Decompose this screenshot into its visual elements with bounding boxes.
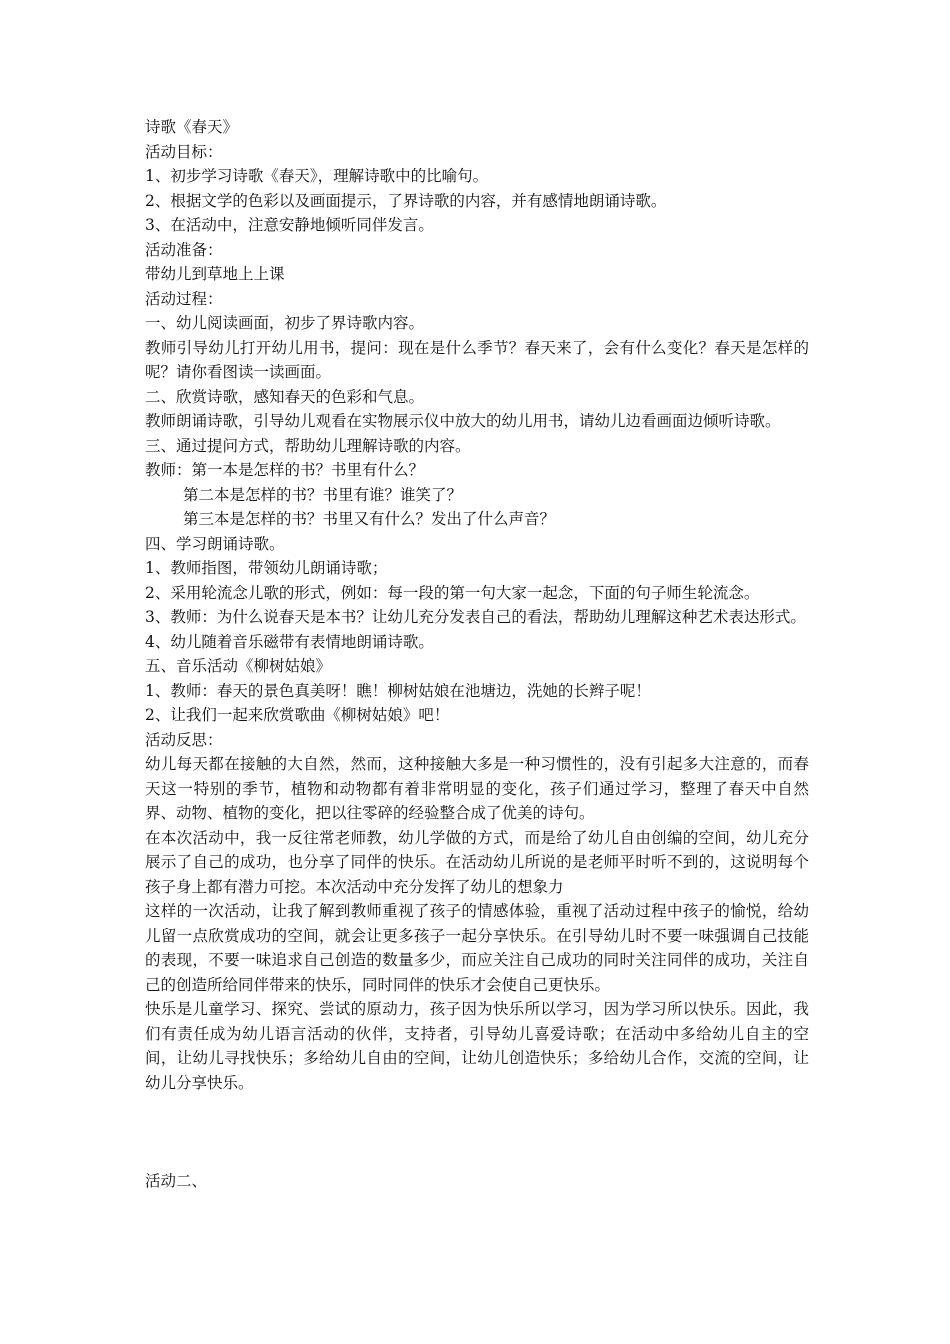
step2-heading: 二、欣赏诗歌，感知春天的色彩和气息。	[145, 387, 425, 406]
step3-heading: 三、通过提问方式，帮助幼儿理解诗歌的内容。	[145, 436, 471, 455]
spacer	[145, 1095, 809, 1144]
goal-item: 3、在活动中，注意安静地倾听同伴发言。	[145, 216, 434, 234]
step3-question: 教师：第一本是怎样的书？书里有什么？	[145, 461, 425, 479]
process-heading: 活动过程：	[145, 289, 223, 308]
reflection-paragraph: 这样的一次活动，让我了解到教师重视了孩子的情感体验，重视了活动过程中孩子的愉悦，给幼儿留一点欣赏成功的空间，就会让更多孩子一起分享快乐。在引导幼儿时不要一味强调自己技能的表现，不要一味追求自己创造的数量多少，而应关注自己成功的同时关注同伴的成功，关注自己的创造所给同伴带来的快乐，同时同伴的快乐才会使自己更快乐。	[145, 902, 809, 994]
step3-question: 第二本是怎样的书？书里有谁？谁笑了？	[183, 485, 463, 504]
step5-heading: 五、音乐活动《柳树姑娘》	[145, 657, 332, 675]
step5-item: 1、教师：春天的景色真美呀！瞧！柳树姑娘在池塘边，洗她的长辫子呢！	[145, 681, 651, 700]
step5-item: 2、让我们一起来欣赏歌曲《柳树姑娘》吧！	[145, 706, 450, 724]
spacer	[145, 1144, 809, 1169]
reflection-paragraph: 幼儿每天都在接触的大自然，然而，这种接触大多是一种习惯性的，没有引起多大注意的，而春天这一特别的季节，植物和动物都有着非常明显的变化，孩子们通过学习，整理了春天中自然界、动物、植物的变化，把以往零碎的经验整合成了优美的诗句。	[145, 755, 809, 822]
step4-item: 4、幼儿随着音乐磁带有表情地朗诵诗歌。	[145, 632, 434, 651]
step2-text: 教师朗诵诗歌，引导幼儿观看在实物展示仪中放大的幼儿用书，请幼儿边看画面边倾听诗歌。	[145, 412, 781, 430]
step4-item: 3、教师：为什么说春天是本书？让幼儿充分发表自己的看法，帮助幼儿理解这种艺术表达形式。	[145, 608, 806, 626]
reflection-paragraph: 快乐是儿童学习、探究、尝试的原动力，孩子因为快乐所以学习，因为学习所以快乐。因此，我们有责任成为幼儿语言活动的伙伴，支持者，引导幼儿喜爱诗歌；在活动中多给幼儿自主的空间，让幼儿寻找快乐；多给幼儿自由的空间，让幼儿创造快乐；多给幼儿合作，交流的空间，让幼儿分享快乐。	[145, 1000, 809, 1092]
step1-text: 教师引导幼儿打开幼儿用书，提问：现在是什么季节？春天来了，会有什么变化？春天是怎样的呢？请你看图读一读画面。	[145, 338, 809, 381]
document-title: 诗歌《春天》	[145, 118, 239, 136]
step4-item: 1、教师指图，带领幼儿朗诵诗歌；	[145, 559, 388, 577]
prep-text: 带幼儿到草地上上课	[145, 265, 285, 283]
step1-heading: 一、幼儿阅读画面，初步了界诗歌内容。	[145, 314, 425, 332]
step3-question: 第三本是怎样的书？书里又有什么？发出了什么声音？	[183, 510, 556, 528]
next-activity-heading: 活动二、	[145, 1171, 208, 1190]
goal-item: 2、根据文学的色彩以及画面提示，了界诗歌的内容，并有感情地朗诵诗歌。	[145, 191, 667, 210]
reflection-heading: 活动反思：	[145, 730, 223, 749]
prep-heading: 活动准备：	[145, 240, 223, 259]
step4-item: 2、采用轮流念儿歌的形式，例如：每一段的第一句大家一起念，下面的句子师生轮流念。	[145, 583, 760, 602]
reflection-paragraph: 在本次活动中，我一反往常老师教，幼儿学做的方式，而是给了幼儿自由创编的空间，幼儿充分展示了自己的成功，也分享了同伴的快乐。在活动幼儿所说的是老师平时听不到的，这说明每个孩子身上都有潜力可挖。本次活动中充分发挥了幼儿的想象力	[145, 828, 809, 896]
goal-item: 1、初步学习诗歌《春天》，理解诗歌中的比喻句。	[145, 167, 489, 185]
document-body	[145, 115, 809, 1193]
goals-heading: 活动目标：	[145, 142, 223, 161]
step4-heading: 四、学习朗诵诗歌。	[145, 534, 285, 553]
